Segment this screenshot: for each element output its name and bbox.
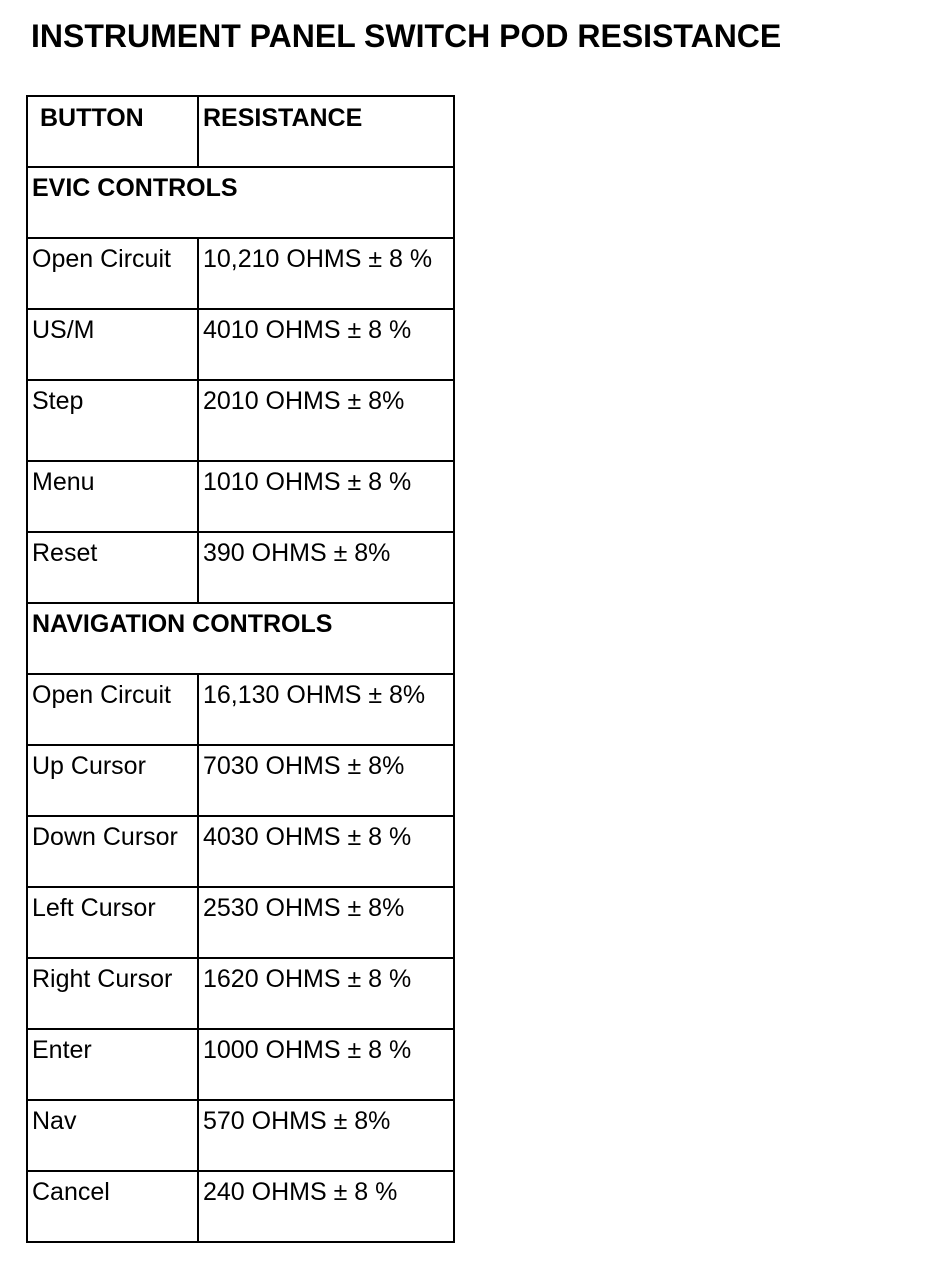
resistance-cell: 4030 OHMS ± 8 %: [198, 816, 454, 887]
table-row: [27, 887, 454, 958]
resistance-cell: 2010 OHMS ± 8%: [198, 380, 454, 461]
button-cell: Step: [27, 380, 198, 461]
section-row-navigation: [27, 603, 454, 674]
button-cell: Left Cursor: [27, 887, 198, 958]
column-header-resistance: RESISTANCE: [198, 96, 454, 167]
section-row-evic: [27, 167, 454, 238]
button-cell: Up Cursor: [27, 745, 198, 816]
table-row: [27, 238, 454, 309]
button-cell: Reset: [27, 532, 198, 603]
column-header-button: BUTTON: [27, 96, 198, 167]
resistance-cell: 1000 OHMS ± 8 %: [198, 1029, 454, 1100]
resistance-cell: 7030 OHMS ± 8%: [198, 745, 454, 816]
table-row: [27, 958, 454, 1029]
button-cell: Down Cursor: [27, 816, 198, 887]
table-row: [27, 532, 454, 603]
table-row: [27, 1029, 454, 1100]
button-cell: Cancel: [27, 1171, 198, 1242]
button-cell: Open Circuit: [27, 238, 198, 309]
table-row: [27, 1171, 454, 1242]
table-row: [27, 1100, 454, 1171]
page-title: INSTRUMENT PANEL SWITCH POD RESISTANCE: [31, 18, 782, 54]
button-cell: Open Circuit: [27, 674, 198, 745]
table-row: [27, 309, 454, 380]
section-title-navigation-controls: NAVIGATION CONTROLS: [27, 603, 454, 674]
button-cell: Nav: [27, 1100, 198, 1171]
button-cell: Enter: [27, 1029, 198, 1100]
resistance-cell: 1620 OHMS ± 8 %: [198, 958, 454, 1029]
resistance-cell: 2530 OHMS ± 8%: [198, 887, 454, 958]
resistance-cell: 240 OHMS ± 8 %: [198, 1171, 454, 1242]
resistance-cell: 390 OHMS ± 8%: [198, 532, 454, 603]
button-cell: Menu: [27, 461, 198, 532]
resistance-table: [26, 95, 455, 1243]
resistance-cell: 16,130 OHMS ± 8%: [198, 674, 454, 745]
table-row: [27, 461, 454, 532]
table-header-row: [27, 96, 454, 167]
resistance-cell: 1010 OHMS ± 8 %: [198, 461, 454, 532]
table-row: [27, 674, 454, 745]
button-cell: Right Cursor: [27, 958, 198, 1029]
section-title-evic-controls: EVIC CONTROLS: [27, 167, 454, 238]
button-cell: US/M: [27, 309, 198, 380]
table-row: [27, 380, 454, 461]
table-row: [27, 745, 454, 816]
resistance-cell: 10,210 OHMS ± 8 %: [198, 238, 454, 309]
resistance-cell: 570 OHMS ± 8%: [198, 1100, 454, 1171]
table-row: [27, 816, 454, 887]
resistance-cell: 4010 OHMS ± 8 %: [198, 309, 454, 380]
